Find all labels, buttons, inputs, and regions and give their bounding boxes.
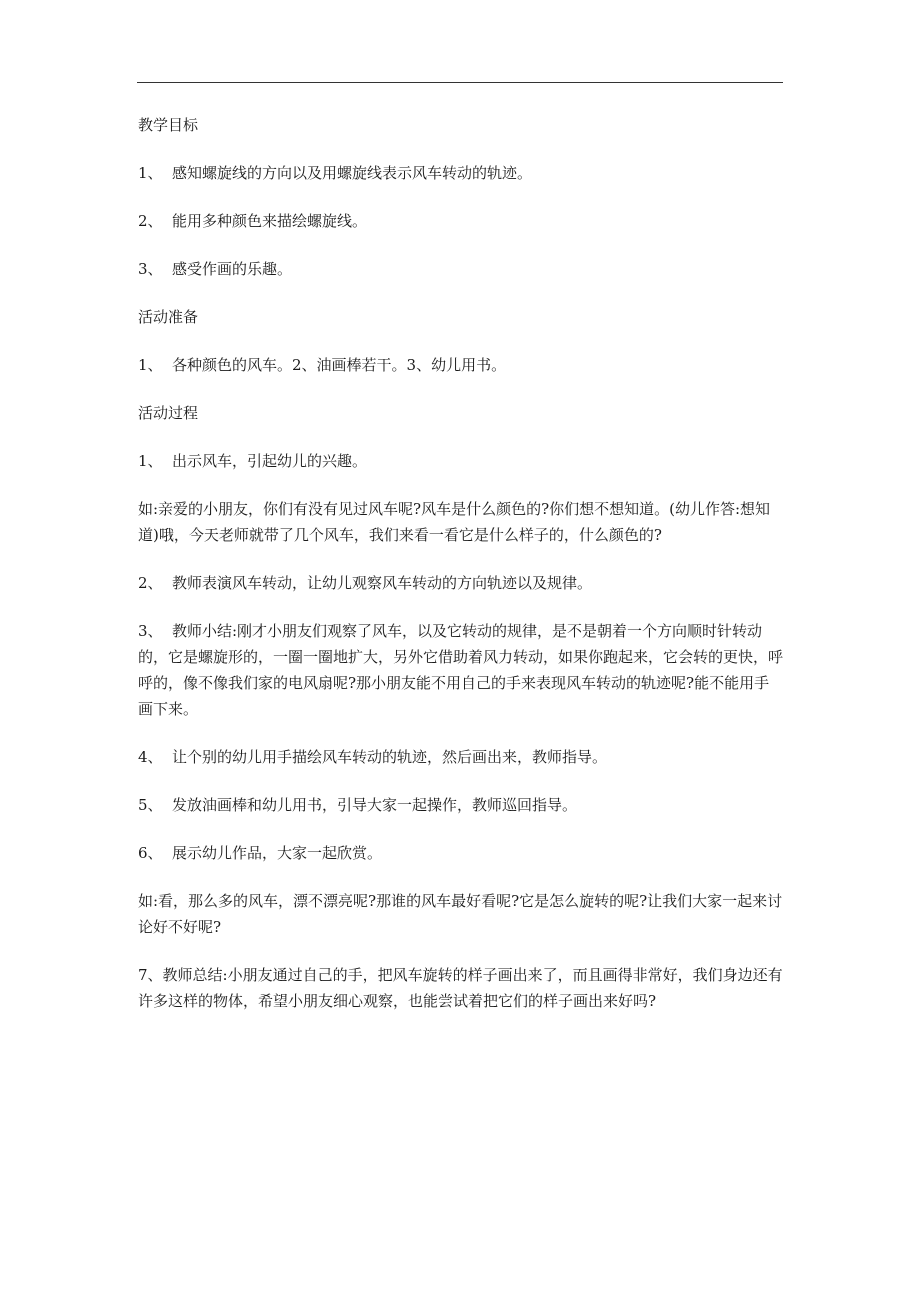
process-item-4-number: 4、 [138,748,163,766]
process-item-6-text: 展示幼儿作品，大家一起欣赏。 [172,844,383,862]
goal-item-1 [138,160,784,186]
goal-item-1-number: 1、 [138,164,163,182]
process-item-1-number: 1、 [138,452,163,470]
process-item-4-text: 让个别的幼儿用手描绘风车转动的轨迹，然后画出来，教师指导。 [172,748,608,766]
header-rule [137,82,783,83]
process-summary: 7、教师总结:小朋友通过自己的手，把风车旋转的样子画出来了，而且画得非常好，我们身边还有许多这样的物体，希望小朋友细心观察，也能尝试着把它们的样子画出来好吗? [138,966,783,1010]
goal-item-3-number: 3、 [138,260,163,278]
process-item-2-text: 教师表演风车转动，让幼儿观察风车转动的方向轨迹以及规律。 [172,574,593,592]
heading-activity-process: 活动过程 [138,404,199,422]
goal-item-1-text: 感知螺旋线的方向以及用螺旋线表示风车转动的轨迹。 [172,164,533,182]
process-item-1 [138,448,784,474]
goal-item-2-text: 能用多种颜色来描绘螺旋线。 [172,212,368,230]
process-item-3-text: 教师小结:刚才小朋友们观察了风车，以及它转动的规律，是不是朝着一个方向顺时针转动的，它是螺旋形的，一圈一圈地扩大，另外它借助着风力转动，如果你跑起来，它会转的更快，呼呼的，像不像我们家的电风扇呢?那小朋友能不用自己的手来表现风车转动的轨迹呢?能不能用手画下来。 [138,622,784,718]
process-item-1-text: 出示风车，引起幼儿的兴趣。 [172,452,368,470]
prep-item [138,352,784,378]
goal-item-2-number: 2、 [138,212,163,230]
goal-item-2 [138,208,784,234]
process-item-5-text: 发放油画棒和幼儿用书，引导大家一起操作，教师巡回指导。 [172,796,578,814]
process-item-4 [138,744,784,770]
process-item-2 [138,570,784,596]
process-item-3-number: 3、 [138,622,163,640]
document-body [138,112,784,1036]
process-example-1: 如:亲爱的小朋友，你们有没有见过风车呢?风车是什么颜色的?你们想不想知道。(幼儿作答:想知道)哦，今天老师就带了几个风车，我们来看一看它是什么样子的，什么颜色的? [138,500,771,544]
process-item-5-number: 5、 [138,796,163,814]
process-item-5 [138,792,784,818]
heading-activity-prep: 活动准备 [138,308,199,326]
heading-teaching-goals: 教学目标 [138,116,199,134]
process-item-3 [138,618,784,722]
prep-item-text: 各种颜色的风车。2、油画棒若干。3、幼儿用书。 [172,356,507,374]
process-item-6-number: 6、 [138,844,163,862]
process-example-2: 如:看，那么多的风车，漂不漂亮呢?那谁的风车最好看呢?它是怎么旋转的呢?让我们大家一起来讨论好不好呢? [138,892,783,936]
goal-item-3 [138,256,784,282]
prep-item-number: 1、 [138,356,163,374]
process-item-2-number: 2、 [138,574,163,592]
goal-item-3-text: 感受作画的乐趣。 [172,260,293,278]
process-item-6 [138,840,784,866]
